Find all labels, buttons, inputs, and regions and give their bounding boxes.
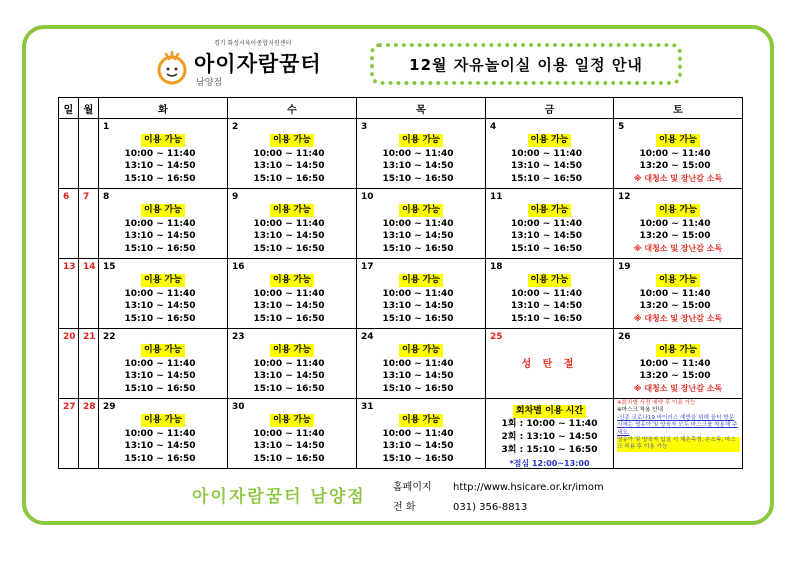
- time-slot-1: 10:00 ~ 11:40: [639, 218, 711, 229]
- time-slot-1: 10:00 ~ 11:40: [510, 218, 583, 229]
- day-number: 6: [63, 192, 70, 202]
- time-slot-1: 10:00 ~ 11:40: [382, 428, 454, 439]
- time-slot-2: 13:10 ~ 14:50: [253, 371, 325, 381]
- time-slot-3: 15:10 ~ 16:50: [253, 453, 325, 464]
- day-number: 14: [83, 262, 96, 272]
- session-3: 3회 : 15:10 ~ 16:50: [501, 445, 598, 455]
- time-slot-3: 15:10 ~ 16:50: [253, 383, 325, 394]
- availability-label: 이용 가능: [399, 274, 443, 287]
- time-slot-1: 10:00 ~ 11:40: [253, 428, 325, 439]
- phone-number: 031) 356-8813: [453, 502, 528, 513]
- logo-branch: 남양점: [196, 78, 223, 88]
- time-slot-3: 15:10 ~ 16:50: [510, 173, 583, 184]
- availability-label: 이용 가능: [141, 344, 185, 357]
- time-slot-3: 15:10 ~ 16:50: [510, 313, 583, 324]
- time-slots: [486, 274, 613, 325]
- page-title: 12월 자유놀이실 이용 일정 안내: [409, 55, 643, 74]
- logo-name: 아이자람꿈터: [194, 52, 322, 76]
- time-slot-1: 10:00 ~ 11:40: [124, 218, 196, 229]
- time-slots: [228, 274, 356, 325]
- day-cell-wed: [228, 189, 357, 259]
- day-number: 7: [83, 192, 90, 202]
- availability-label: 이용 가능: [270, 414, 314, 427]
- cleaning-note: ※ 대청소 및 장난감 소독: [633, 173, 723, 183]
- logo-subtitle: 경기 화성시육아종합지원센터: [214, 40, 292, 47]
- homepage-link[interactable]: http://www.hsicare.or.kr/imom: [453, 482, 604, 493]
- day-number: 27: [63, 402, 76, 412]
- time-slot-1: 10:00 ~ 11:40: [253, 358, 325, 369]
- time-slots: [486, 204, 613, 255]
- weekday-fri: 금: [486, 98, 614, 119]
- availability-label: 이용 가능: [399, 414, 443, 427]
- time-slots: [228, 134, 356, 185]
- logo: [152, 38, 362, 90]
- time-slot-1: 10:00 ~ 11:40: [124, 148, 196, 159]
- day-number: 10: [361, 192, 374, 202]
- day-cell-wed: [228, 329, 357, 399]
- time-slot-2: 13:10 ~ 14:50: [124, 231, 196, 241]
- time-slot-2: 13:10 ~ 14:50: [382, 371, 454, 381]
- day-number: 26: [618, 332, 631, 342]
- day-number: 18: [490, 262, 503, 272]
- time-slot-2: 13:10 ~ 14:50: [382, 301, 454, 311]
- day-number: 21: [83, 332, 96, 342]
- week-row: [59, 189, 743, 259]
- day-number: 28: [83, 402, 96, 412]
- time-slots: [228, 344, 356, 395]
- day-number: 15: [103, 262, 116, 272]
- day-cell-tue: [99, 189, 228, 259]
- availability-label: 이용 가능: [399, 204, 443, 217]
- day-cell-sat: [614, 399, 743, 469]
- day-number: 5: [618, 122, 625, 132]
- time-slot-3: 15:10 ~ 16:50: [510, 243, 583, 254]
- weekday-thu: 목: [357, 98, 486, 119]
- day-number: 19: [618, 262, 631, 272]
- day-number: 8: [103, 192, 110, 202]
- time-slots: [228, 414, 356, 465]
- day-number: 23: [232, 332, 245, 342]
- notice-mask-text: -신종 코로나19 바이러스 예방을 위해 꿈터 방문 시에는 영유아 및 양육자 모두 마스크를 착용해 주세요.: [617, 414, 738, 436]
- day-cell-sat: [614, 119, 743, 189]
- time-slots: [99, 204, 227, 255]
- availability-label: 이용 가능: [141, 414, 185, 427]
- time-slot-3: 15:10 ~ 16:50: [124, 453, 196, 464]
- day-cell-wed: [228, 399, 357, 469]
- week-row: [59, 329, 743, 399]
- time-slot-2: 13:10 ~ 14:50: [510, 301, 583, 311]
- footer-center-name: 아이자람꿈터 남양점: [192, 487, 366, 507]
- time-slots: [614, 344, 742, 395]
- time-slot-3: 15:10 ~ 16:50: [382, 173, 454, 184]
- phone-label: 전 화: [393, 502, 416, 513]
- time-slot-2: 13:10 ~ 14:50: [253, 441, 325, 451]
- day-cell-thu: [357, 329, 486, 399]
- time-slot-1: 10:00 ~ 11:40: [253, 148, 325, 159]
- time-slot-1: 10:00 ~ 11:40: [510, 288, 583, 299]
- day-number: 13: [63, 262, 76, 272]
- day-number: 9: [232, 192, 239, 202]
- availability-label: 이용 가능: [656, 204, 700, 217]
- availability-label: 이용 가능: [270, 344, 314, 357]
- time-slot-2: 13:10 ~ 14:50: [382, 161, 454, 171]
- weekday-wed: 수: [228, 98, 357, 119]
- day-number: 25: [490, 332, 503, 342]
- availability-label: 이용 가능: [656, 134, 700, 147]
- cleaning-note: ※ 대청소 및 장난감 소독: [633, 243, 723, 253]
- day-number: 3: [361, 122, 368, 132]
- day-cell-thu: [357, 259, 486, 329]
- day-cell-tue: [99, 329, 228, 399]
- time-slot-1: 10:00 ~ 11:40: [639, 358, 711, 369]
- time-slot-1: 10:00 ~ 11:40: [382, 358, 454, 369]
- session-times-box: [486, 405, 613, 471]
- day-cell-thu: [357, 189, 486, 259]
- time-slot-3: 15:10 ~ 16:50: [124, 313, 196, 324]
- time-slot-3: 15:10 ~ 16:50: [253, 243, 325, 254]
- time-slots: [357, 274, 485, 325]
- day-number: 30: [232, 402, 245, 412]
- availability-label: 이용 가능: [656, 274, 700, 287]
- day-number: 2: [232, 122, 239, 132]
- day-cell-fri: [486, 399, 614, 469]
- day-cell-thu: [357, 399, 486, 469]
- time-slots: [99, 414, 227, 465]
- day-cell-sun: [59, 259, 79, 329]
- day-cell-tue: [99, 399, 228, 469]
- time-slot-2: 13:10 ~ 14:50: [124, 161, 196, 171]
- day-number: 20: [63, 332, 76, 342]
- title-box: [370, 43, 682, 85]
- time-slot-1: 10:00 ~ 11:40: [253, 288, 325, 299]
- time-slot-3: 15:10 ~ 16:50: [382, 383, 454, 394]
- day-cell-fri: [486, 329, 614, 399]
- day-cell-wed: [228, 259, 357, 329]
- day-cell-sun: [59, 189, 79, 259]
- day-cell-sun: [59, 119, 79, 189]
- time-slot-1: 10:00 ~ 11:40: [382, 288, 454, 299]
- availability-label: 이용 가능: [141, 134, 185, 147]
- time-slot-3: 15:10 ~ 16:50: [382, 453, 454, 464]
- availability-label: 이용 가능: [528, 274, 572, 287]
- time-slot-1: 10:00 ~ 11:40: [382, 218, 454, 229]
- availability-label: 이용 가능: [270, 204, 314, 217]
- time-slots: [486, 134, 613, 185]
- time-slots: [614, 204, 742, 255]
- time-slot-2: 13:10 ~ 14:50: [510, 161, 583, 171]
- time-slot-1: 10:00 ~ 11:40: [124, 288, 196, 299]
- availability-label: 이용 가능: [528, 134, 572, 147]
- time-slot-3: 15:10 ~ 16:50: [253, 313, 325, 324]
- day-cell-sat: [614, 329, 743, 399]
- lunch-time: *점심 12:00~13:00: [509, 459, 590, 468]
- notice-entry-rules: 영유아 및 양육자 입실 시 체온측정, 손소독, 마스크 착용 후 이용 가능: [617, 437, 740, 452]
- weekday-tue: 화: [99, 98, 228, 119]
- day-number: 24: [361, 332, 374, 342]
- day-cell-fri: [486, 259, 614, 329]
- cleaning-note: ※ 대청소 및 장난감 소독: [633, 313, 723, 323]
- week-row: [59, 399, 743, 469]
- day-number: 11: [490, 192, 503, 202]
- day-number: 1: [103, 122, 110, 132]
- day-cell-sun: [59, 329, 79, 399]
- time-slot-2: 13:20 ~ 15:00: [639, 161, 711, 171]
- time-slot-3: 15:10 ~ 16:50: [124, 383, 196, 394]
- time-slot-1: 10:00 ~ 11:40: [124, 358, 196, 369]
- notice-box: [617, 400, 740, 452]
- time-slot-2: 13:20 ~ 15:00: [639, 371, 711, 381]
- time-slots: [357, 344, 485, 395]
- time-slot-2: 13:10 ~ 14:50: [124, 371, 196, 381]
- contact-info: [393, 478, 604, 518]
- day-number: 16: [232, 262, 245, 272]
- time-slot-2: 13:10 ~ 14:50: [253, 301, 325, 311]
- notice-reservation: ※회차별 사전 예약 후 이용 가능: [617, 400, 696, 406]
- time-slot-2: 13:10 ~ 14:50: [510, 231, 583, 241]
- time-slot-1: 10:00 ~ 11:40: [124, 428, 196, 439]
- day-cell-fri: [486, 189, 614, 259]
- homepage-label: 홈페이지: [393, 482, 432, 493]
- availability-label: 이용 가능: [656, 344, 700, 357]
- time-slot-3: 15:10 ~ 16:50: [382, 313, 454, 324]
- time-slot-2: 13:10 ~ 14:50: [382, 441, 454, 451]
- time-slot-1: 10:00 ~ 11:40: [253, 218, 325, 229]
- time-slots: [357, 204, 485, 255]
- day-cell-sun: [59, 399, 79, 469]
- availability-label: 이용 가능: [270, 274, 314, 287]
- time-slot-2: 13:20 ~ 15:00: [639, 231, 711, 241]
- availability-label: 이용 가능: [270, 134, 314, 147]
- time-slot-2: 13:20 ~ 15:00: [639, 301, 711, 311]
- day-cell-tue: [99, 119, 228, 189]
- time-slot-2: 13:10 ~ 14:50: [253, 161, 325, 171]
- day-cell-fri: [486, 119, 614, 189]
- calendar-table: [58, 97, 743, 469]
- day-number: 22: [103, 332, 116, 342]
- day-cell-tue: [99, 259, 228, 329]
- day-number: 4: [490, 122, 497, 132]
- time-slots: [99, 344, 227, 395]
- cleaning-note: ※ 대청소 및 장난감 소독: [633, 383, 723, 393]
- week-row: [59, 119, 743, 189]
- day-number: 29: [103, 402, 116, 412]
- availability-label: 이용 가능: [399, 344, 443, 357]
- session-1: 1회 : 10:00 ~ 11:40: [501, 419, 598, 429]
- holiday-label: 성 탄 절: [521, 359, 578, 370]
- session-header: 회차별 이용 시간: [513, 405, 586, 418]
- notice-mask-title: ※마스크 착용 안내: [617, 407, 664, 414]
- time-slot-2: 13:10 ~ 14:50: [124, 301, 196, 311]
- time-slot-2: 13:10 ~ 14:50: [382, 231, 454, 241]
- time-slot-1: 10:00 ~ 11:40: [510, 148, 583, 159]
- time-slot-3: 15:10 ~ 16:50: [382, 243, 454, 254]
- time-slot-2: 13:10 ~ 14:50: [124, 441, 196, 451]
- time-slot-1: 10:00 ~ 11:40: [639, 288, 711, 299]
- day-number: 17: [361, 262, 374, 272]
- time-slot-3: 15:10 ~ 16:50: [124, 243, 196, 254]
- day-number: 31: [361, 402, 374, 412]
- time-slots: [614, 274, 742, 325]
- week-row: [59, 259, 743, 329]
- time-slots: [99, 134, 227, 185]
- time-slot-1: 10:00 ~ 11:40: [639, 148, 711, 159]
- day-cell-sat: [614, 259, 743, 329]
- time-slot-3: 15:10 ~ 16:50: [124, 173, 196, 184]
- day-number: 12: [618, 192, 631, 202]
- day-cell-wed: [228, 119, 357, 189]
- time-slot-3: 15:10 ~ 16:50: [253, 173, 325, 184]
- availability-label: 이용 가능: [528, 204, 572, 217]
- weekday-header-row: [59, 98, 743, 119]
- time-slots: [99, 274, 227, 325]
- weekday-sat: 토: [614, 98, 743, 119]
- time-slot-2: 13:10 ~ 14:50: [253, 231, 325, 241]
- time-slots: [357, 134, 485, 185]
- session-2: 2회 : 13:10 ~ 14:50: [501, 432, 598, 442]
- weekday-mon: 월: [79, 98, 99, 119]
- day-cell-thu: [357, 119, 486, 189]
- time-slot-1: 10:00 ~ 11:40: [382, 148, 454, 159]
- time-slots: [228, 204, 356, 255]
- time-slots: [614, 134, 742, 185]
- weekday-sun: 일: [59, 98, 79, 119]
- day-cell-sat: [614, 189, 743, 259]
- availability-label: 이용 가능: [141, 204, 185, 217]
- availability-label: 이용 가능: [399, 134, 443, 147]
- time-slots: [357, 414, 485, 465]
- child-face-icon: [154, 50, 190, 86]
- availability-label: 이용 가능: [141, 274, 185, 287]
